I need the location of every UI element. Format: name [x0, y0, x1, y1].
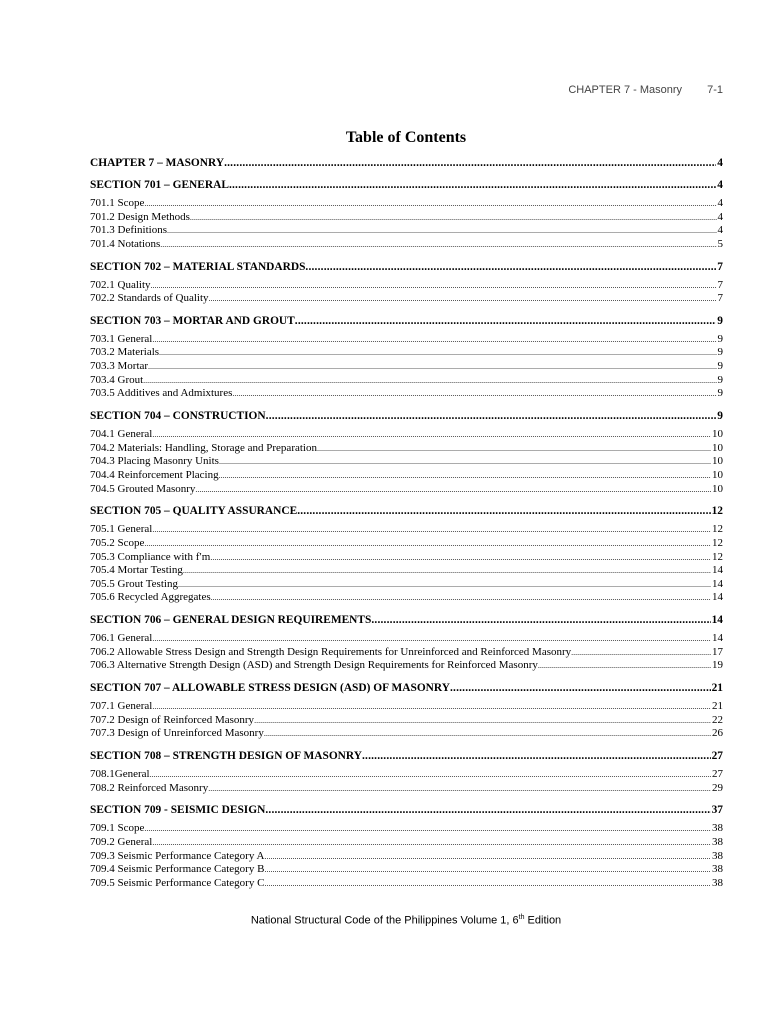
toc-entry-label: 702.1 Quality	[90, 278, 151, 291]
footer-text-end: Edition	[524, 914, 562, 927]
toc-page-number: 9	[717, 332, 723, 345]
toc-entry-label: 709.1 Scope	[90, 822, 145, 835]
toc-subsection-entry[interactable]	[90, 455, 723, 469]
toc-page-number: 5	[717, 237, 723, 250]
toc-section-entry[interactable]	[90, 407, 723, 428]
toc-page-number: 27	[711, 749, 723, 762]
toc-entry-label: SECTION 703 – MORTAR AND GROUT	[90, 314, 295, 327]
toc-entry-label: SECTION 709 - SEISMIC DESIGN	[90, 804, 266, 817]
toc-entry-label: 708.2 Reinforced Masonry	[90, 781, 209, 794]
toc-dot-leader	[152, 700, 711, 714]
toc-section-entry[interactable]	[90, 258, 723, 279]
toc-entry-label: 703.4 Grout	[90, 373, 144, 386]
toc-page-number: 14	[712, 591, 723, 604]
toc-entry-label: SECTION 708 – STRENGTH DESIGN OF MASONRY	[90, 749, 362, 762]
toc-page-number: 4	[717, 179, 723, 191]
toc-page-number: 9	[717, 346, 723, 359]
toc-entry-label: 706.1 General	[90, 632, 153, 645]
toc-section-entry[interactable]	[90, 747, 723, 768]
toc-entry-label: 706.3 Alternative Strength Design (ASD) and Strength Design Requirements for Reinforced Masonry	[90, 659, 538, 672]
toc-page-number: 9	[717, 373, 723, 386]
toc-dot-leader	[219, 455, 711, 469]
toc-page-number: 27	[712, 767, 723, 780]
toc-dot-leader	[160, 238, 716, 252]
toc-page-number: 38	[712, 822, 723, 835]
toc-entry-label: 706.2 Allowable Stress Design and Strength Design Requirements for Unreinforced and Reinforced Masonry	[90, 645, 572, 658]
toc-dot-leader	[450, 681, 711, 695]
toc-subsection-entry[interactable]	[90, 292, 723, 306]
toc-dot-leader	[371, 613, 710, 627]
toc-entry-label: SECTION 704 – CONSTRUCTION	[90, 410, 266, 423]
toc-subsection-entry[interactable]	[90, 578, 723, 592]
toc-page-number: 4	[717, 224, 723, 237]
toc-dot-leader	[232, 387, 716, 401]
toc-entry-label: 705.3 Compliance with f′m	[90, 550, 211, 563]
toc-dot-leader	[297, 504, 710, 518]
toc-subsection-entry[interactable]	[90, 768, 723, 782]
toc-dot-leader	[209, 292, 717, 306]
toc-page-number: 14	[712, 577, 723, 590]
toc-dot-leader	[152, 428, 711, 442]
toc-dot-leader	[362, 749, 711, 763]
toc-page-number: 9	[717, 360, 723, 373]
toc-dot-leader	[148, 360, 716, 374]
toc-section-entry[interactable]	[90, 611, 723, 632]
toc-dot-leader	[265, 803, 710, 817]
toc-dot-leader	[208, 782, 711, 796]
toc-entry-label: 704.1 General	[90, 428, 153, 441]
toc-page-number: 4	[717, 197, 723, 209]
toc-section-entry[interactable]	[90, 502, 723, 523]
toc-entry-label: 709.3 Seismic Performance Category A	[90, 849, 265, 862]
toc-subsection-entry[interactable]	[90, 822, 723, 836]
toc-dot-leader	[305, 260, 716, 274]
toc-subsection-entry[interactable]	[90, 333, 723, 347]
toc-dot-leader	[183, 564, 711, 578]
toc-dot-leader	[150, 768, 711, 782]
toc-page-number: 14	[711, 614, 723, 627]
toc-entry-label: 709.5 Seismic Performance Category C	[90, 876, 265, 889]
toc-subsection-entry[interactable]	[90, 877, 723, 891]
toc-section-entry[interactable]	[90, 176, 723, 197]
toc-page-number: 26	[712, 727, 723, 740]
toc-dot-leader	[264, 727, 711, 741]
toc-subsection-entry[interactable]	[90, 646, 723, 660]
toc-dot-leader	[159, 346, 716, 360]
toc-dot-leader	[152, 632, 711, 646]
running-header	[568, 84, 723, 96]
toc-entry-label: 703.1 General	[90, 332, 153, 345]
toc-dot-leader	[264, 850, 711, 864]
toc-entry-label: 709.2 General	[90, 835, 153, 848]
toc-subsection-entry[interactable]	[90, 469, 723, 483]
toc-page-number: 14	[712, 632, 723, 645]
toc-subsection-entry[interactable]	[90, 523, 723, 537]
toc-page-number: 7	[717, 292, 723, 305]
toc-entry-label: 707.2 Design of Reinforced Masonry	[90, 713, 255, 726]
toc-entry-label: 701.4 Notations	[90, 237, 161, 250]
toc-subsection-entry[interactable]	[90, 279, 723, 293]
toc-page-number: 9	[717, 387, 723, 400]
toc-dot-leader	[229, 178, 716, 192]
toc-entry-label: 701.2 Design Methods	[90, 210, 190, 223]
toc-entry-label: 705.4 Mortar Testing	[90, 564, 183, 577]
toc-subsection-entry[interactable]	[90, 782, 723, 796]
toc-dot-leader	[211, 591, 711, 605]
toc-subsection-entry[interactable]	[90, 360, 723, 374]
toc-entry-label: 705.2 Scope	[90, 536, 145, 549]
toc-page-number: 4	[717, 210, 723, 223]
toc-page-number: 9	[717, 410, 723, 423]
toc-entry-label: SECTION 707 – ALLOWABLE STRESS DESIGN (ASD) OF MASONRY	[90, 682, 450, 695]
toc-entry-label: 705.5 Grout Testing	[90, 577, 178, 590]
toc-page-number: 19	[712, 659, 723, 672]
toc-page-number: 10	[712, 428, 723, 441]
toc-page-number: 12	[711, 505, 723, 518]
toc-page-number: 29	[712, 781, 723, 794]
toc-entry-label: 704.4 Reinforcement Placing	[90, 468, 219, 481]
toc-subsection-entry[interactable]	[90, 850, 723, 864]
toc-page-number: 22	[712, 713, 723, 726]
toc-entry-label: 704.5 Grouted Masonry	[90, 482, 196, 495]
toc-subsection-entry[interactable]	[90, 537, 723, 551]
toc-dot-leader	[538, 659, 711, 673]
toc-subsection-entry[interactable]	[90, 346, 723, 360]
toc-entry-label: SECTION 705 – QUALITY ASSURANCE	[90, 505, 298, 518]
toc-page-number: 7	[717, 278, 723, 291]
toc-entry-label: 705.1 General	[90, 523, 153, 536]
toc-dot-leader	[178, 578, 711, 592]
toc-dot-leader	[152, 333, 716, 347]
toc-entry-label: 704.3 Placing Masonry Units	[90, 455, 219, 468]
footer-text: National Structural Code of the Philippines Volume 1, 6	[250, 914, 519, 927]
toc-section-entry[interactable]	[90, 801, 723, 822]
toc-entry-label: 702.2 Standards of Quality	[90, 292, 209, 305]
toc-entry-label: SECTION 702 – MATERIAL STANDARDS	[90, 260, 306, 273]
toc-dot-leader	[264, 863, 711, 877]
toc-page-number: 14	[712, 564, 723, 577]
toc-page-number: 38	[712, 863, 723, 876]
toc-entry-label: SECTION 701 – GENERAL	[90, 179, 229, 191]
toc-page-number: 10	[712, 455, 723, 468]
toc-subsection-entry[interactable]	[90, 387, 723, 401]
toc-dot-leader	[144, 537, 711, 551]
header-chapter: CHAPTER 7 - Masonry	[568, 84, 683, 96]
toc-page-number: 12	[712, 523, 723, 536]
toc-entry-label: 701.3 Definitions	[90, 224, 167, 237]
toc-dot-leader	[144, 822, 711, 836]
toc-dot-leader	[151, 279, 717, 293]
toc-subsection-entry[interactable]	[90, 197, 723, 211]
toc-subsection-entry[interactable]	[90, 714, 723, 728]
page-footer	[0, 914, 768, 927]
toc-subsection-entry[interactable]	[90, 659, 723, 673]
toc-section-entry[interactable]	[90, 154, 723, 176]
toc-dot-leader	[143, 374, 716, 388]
toc-entry-label: 707.3 Design of Unreinforced Masonry	[90, 727, 264, 740]
toc-subsection-entry[interactable]	[90, 442, 723, 456]
toc-entry-label: 703.5 Additives and Admixtures	[90, 387, 233, 400]
toc-page-number: 9	[717, 314, 723, 327]
toc-section-entry[interactable]	[90, 679, 723, 700]
toc-section-entry[interactable]	[90, 312, 723, 333]
toc-page-number: 17	[712, 645, 723, 658]
toc-dot-leader	[264, 877, 711, 891]
toc-page-number: 10	[712, 441, 723, 454]
toc-dot-leader	[210, 551, 711, 565]
toc-dot-leader	[317, 442, 711, 456]
toc-entry-label: 704.2 Materials: Handling, Storage and Preparation	[90, 441, 317, 454]
toc-subsection-entry[interactable]	[90, 863, 723, 877]
toc-dot-leader	[195, 483, 711, 497]
toc-entry-label: CHAPTER 7 – MASONRY	[90, 157, 225, 169]
toc-entry-label: 701.1 Scope	[90, 197, 145, 209]
header-page-number: 7-1	[707, 84, 723, 96]
toc-page-number: 10	[712, 482, 723, 495]
toc-page-number: 21	[712, 700, 723, 713]
toc-page-number: 12	[712, 536, 723, 549]
toc-page-number: 37	[711, 804, 723, 817]
toc-subsection-entry[interactable]	[90, 591, 723, 605]
footer-superscript: th	[518, 914, 525, 921]
toc-entry-label: 707.1 General	[90, 700, 153, 713]
toc-page-number: 38	[712, 849, 723, 862]
toc-page-number: 21	[711, 682, 723, 695]
toc-page-number: 7	[717, 260, 723, 273]
toc-subsection-entry[interactable]	[90, 836, 723, 850]
toc-dot-leader	[144, 197, 716, 211]
toc-entry-label: SECTION 706 – GENERAL DESIGN REQUIREMENTS	[90, 614, 372, 627]
toc-page-number: 12	[712, 550, 723, 563]
toc-entry-label: 703.2 Materials	[90, 346, 160, 359]
toc-entry-label: 703.3 Mortar	[90, 360, 149, 373]
toc-entry-label: 708.1General	[90, 767, 150, 780]
table-of-contents	[90, 154, 723, 896]
toc-entry-label: 709.4 Seismic Performance Category B	[90, 863, 265, 876]
toc-dot-leader	[167, 224, 717, 238]
toc-subsection-entry[interactable]	[90, 564, 723, 578]
toc-subsection-entry[interactable]	[90, 727, 723, 741]
toc-subsection-entry[interactable]	[90, 374, 723, 388]
toc-entry-label: 705.6 Recycled Aggregates	[90, 591, 211, 604]
page-title: Table of Contents	[345, 129, 467, 146]
toc-page-number: 38	[712, 835, 723, 848]
toc-subsection-entry[interactable]	[90, 700, 723, 714]
toc-subsection-entry[interactable]	[90, 428, 723, 442]
toc-subsection-entry[interactable]	[90, 238, 723, 252]
toc-subsection-entry[interactable]	[90, 224, 723, 238]
toc-page-number: 10	[712, 468, 723, 481]
toc-subsection-entry[interactable]	[90, 211, 723, 225]
toc-dot-leader	[190, 211, 717, 225]
toc-dot-leader	[254, 714, 711, 728]
toc-subsection-entry[interactable]	[90, 632, 723, 646]
toc-subsection-entry[interactable]	[90, 483, 723, 497]
toc-dot-leader	[152, 523, 711, 537]
toc-dot-leader	[266, 409, 717, 423]
toc-dot-leader	[219, 469, 711, 483]
toc-page-number: 38	[712, 876, 723, 889]
toc-page-number: 4	[717, 157, 723, 169]
toc-dot-leader	[152, 836, 711, 850]
toc-dot-leader	[295, 314, 717, 328]
toc-subsection-entry[interactable]	[90, 551, 723, 565]
toc-dot-leader	[224, 156, 716, 170]
toc-dot-leader	[571, 646, 711, 660]
